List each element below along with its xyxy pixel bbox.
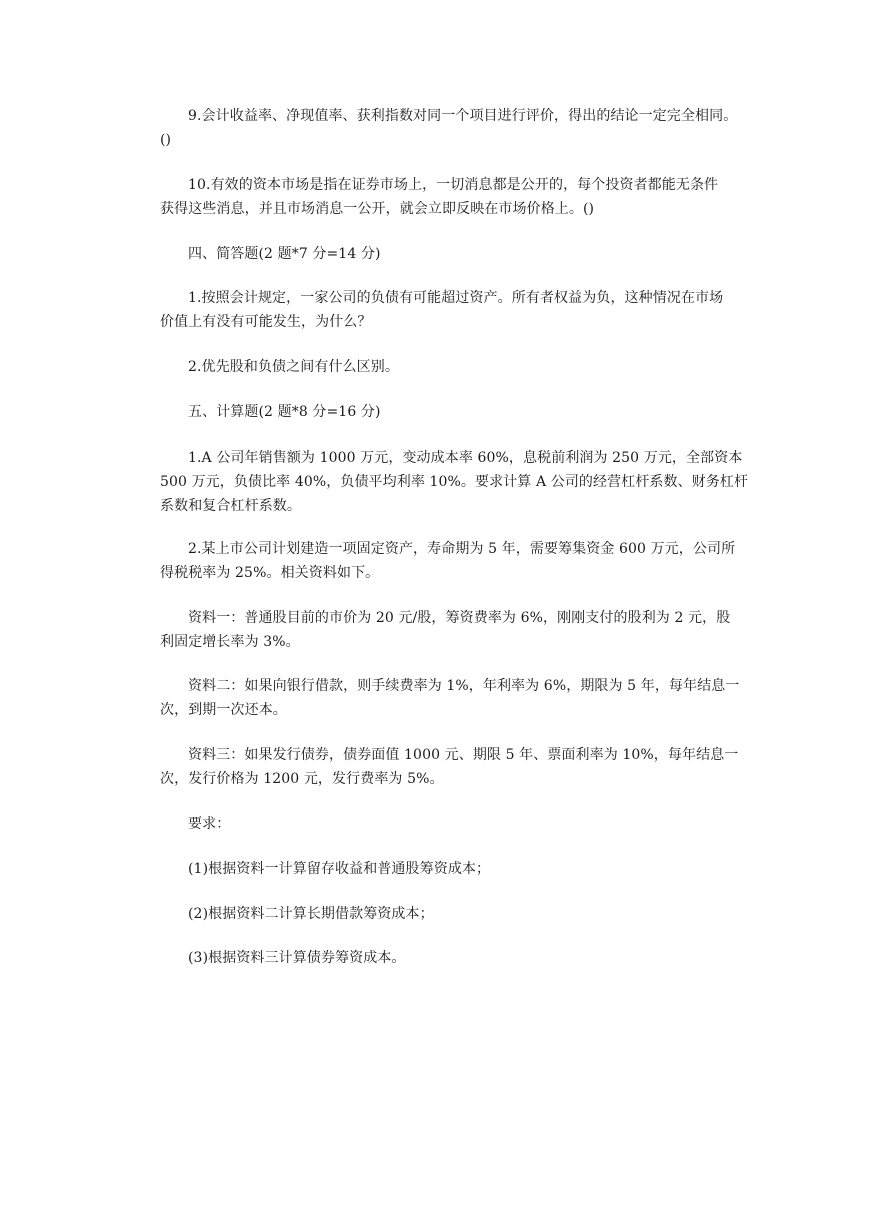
material-1-line-1: 资料一：普通股目前的市价为 20 元/股，筹资费率为 6%，刚刚支付的股利为 2 元，股	[188, 610, 731, 626]
short-answer-question-1-line-1: 1.按照会计规定，一家公司的负债有可能超过资产。所有者权益为负，这种情况在市场	[188, 290, 724, 306]
calculation-question-1	[132, 446, 772, 518]
short-answer-question-2-text: 2.优先股和负债之间有什么区别。	[188, 359, 399, 375]
section-5-heading	[132, 400, 772, 424]
requirements-heading	[132, 812, 772, 836]
calculation-question-2	[132, 537, 772, 585]
material-2-line-1: 资料二：如果向银行借款，则手续费率为 1%，年利率为 6%，期限为 5 年，每年结息一	[188, 678, 740, 694]
calculation-question-2-line-1: 2.某上市公司计划建造一项固定资产，寿命期为 5 年，需要筹集资金 600 万元，公司所	[188, 541, 736, 557]
short-answer-question-2	[132, 355, 772, 379]
material-3-line-1: 资料三：如果发行债券，债券面值 1000 元、期限 5 年、票面利率为 10%，每年结息一	[188, 747, 739, 763]
requirement-3-text: (3)根据资料三计算债券筹资成本。	[188, 950, 406, 966]
requirement-1-text: (1)根据资料一计算留存收益和普通股筹资成本；	[188, 861, 491, 877]
question-9-line-1: 9.会计收益率、净现值率、获利指数对同一个项目进行评价，得出的结论一定完全相同。	[188, 108, 738, 124]
question-10-line-1: 10.有效的资本市场是指在证券市场上，一切消息都是公开的，每个投资者都能无条件	[188, 177, 719, 193]
material-3-line-2: 次，发行价格为 1200 元，发行费率为 5%。	[160, 771, 444, 787]
question-10	[132, 173, 772, 221]
question-9-line-2: ()	[160, 132, 172, 148]
question-9	[132, 104, 772, 152]
section-4-heading-text: 四、简答题(2 题*7 分=14 分)	[188, 246, 381, 262]
material-1	[132, 606, 772, 654]
requirement-3	[132, 946, 772, 970]
short-answer-question-1-line-2: 价值上有没有可能发生，为什么？	[160, 314, 372, 330]
section-5-heading-text: 五、计算题(2 题*8 分=16 分)	[188, 404, 381, 420]
material-2	[132, 674, 772, 722]
calculation-question-2-line-2: 得税税率为 25%。相关资料如下。	[160, 565, 380, 581]
requirements-heading-text: 要求：	[188, 816, 231, 832]
calculation-question-1-line-3: 系数和复合杠杆系数。	[160, 498, 301, 514]
calculation-question-1-line-1: 1.A 公司年销售额为 1000 万元，变动成本率 60%，息税前利润为 250 万元，全部资本	[188, 450, 743, 466]
calculation-question-1-line-2: 500 万元，负债比率 40%，负债平均利率 10%。要求计算 A 公司的经营杠杆系数、财务杠杆	[160, 474, 749, 490]
short-answer-question-1	[132, 286, 772, 334]
material-3	[132, 743, 772, 791]
requirement-1	[132, 857, 772, 881]
material-2-line-2: 次，到期一次还本。	[160, 702, 287, 718]
material-1-line-2: 利固定增长率为 3%。	[160, 634, 300, 650]
requirement-2-text: (2)根据资料二计算长期借款筹资成本；	[188, 906, 434, 922]
section-4-heading	[132, 242, 772, 266]
requirement-2	[132, 902, 772, 926]
question-10-line-2: 获得这些消息，并且市场消息一公开，就会立即反映在市场价格上。()	[160, 201, 595, 217]
